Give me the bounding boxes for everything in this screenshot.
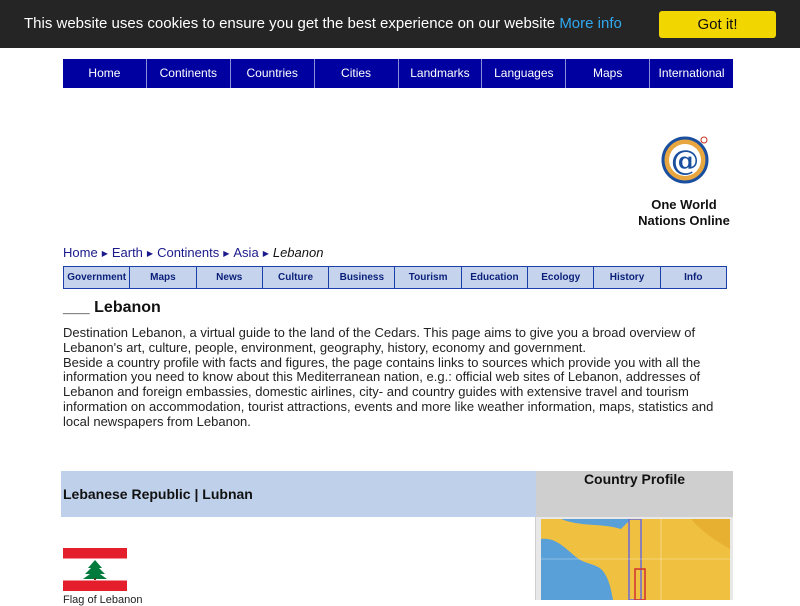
- intro-paragraph: Beside a country profile with facts and figures, the page contains links to sources which provide you with all the information you need to know about this Mediterranean nation, e.g.: official web sites of Lebanon, addresses of Lebanon and foreign embassies, domestic airlines, city- and country guides with extensive travel and tourism information on accommodation, tourist attractions, events and more like weather information, maps, statistics and local newspapers from Lebanon.: [63, 354, 714, 429]
- nav-item-home[interactable]: Home: [63, 59, 147, 88]
- nav-item-cities[interactable]: Cities: [315, 59, 399, 88]
- brand-line-2: Nations Online: [638, 213, 730, 228]
- topic-maps[interactable]: Maps: [130, 267, 196, 288]
- brand-line-1: One World: [651, 197, 717, 212]
- topic-ecology[interactable]: Ecology: [528, 267, 594, 288]
- breadcrumb-earth[interactable]: Earth: [111, 245, 143, 260]
- nav-item-landmarks[interactable]: Landmarks: [399, 59, 483, 88]
- nav-item-languages[interactable]: Languages: [482, 59, 566, 88]
- topic-culture[interactable]: Culture: [263, 267, 329, 288]
- topic-news[interactable]: News: [197, 267, 263, 288]
- nav-item-maps[interactable]: Maps: [566, 59, 650, 88]
- nav-item-continents[interactable]: Continents: [147, 59, 231, 88]
- breadcrumb-asia[interactable]: Asia: [233, 245, 259, 260]
- breadcrumb-arrow-icon: ▶: [223, 249, 230, 258]
- main-navigation: [63, 59, 733, 88]
- svg-text:@: @: [671, 144, 699, 177]
- breadcrumb: [63, 245, 323, 260]
- region-map-icon[interactable]: [541, 519, 730, 600]
- breadcrumb-arrow-icon: ▶: [146, 249, 154, 258]
- cookie-accept-button[interactable]: Got it!: [659, 11, 776, 38]
- country-official-name: Lebanese Republic | Lubnan: [63, 486, 253, 502]
- page-title: ___ Lebanon: [63, 299, 161, 316]
- topic-education[interactable]: Education: [462, 267, 528, 288]
- nav-item-international[interactable]: International: [658, 66, 725, 80]
- flag-cell: [61, 517, 536, 600]
- brand-name: [620, 197, 748, 229]
- topic-info[interactable]: Info: [684, 272, 703, 283]
- country-profile-header: [536, 471, 733, 517]
- cookie-banner: [0, 0, 800, 48]
- more-info-link[interactable]: More info: [559, 15, 622, 32]
- breadcrumb-home[interactable]: Home: [63, 245, 98, 260]
- site-logo-icon[interactable]: [659, 133, 711, 185]
- breadcrumb-current: Lebanon: [272, 245, 324, 260]
- topic-navigation: [63, 266, 727, 289]
- country-name-header: [61, 471, 536, 517]
- breadcrumb-arrow-icon: ▶: [101, 249, 108, 258]
- topic-tourism[interactable]: Tourism: [395, 267, 461, 288]
- country-profile-title: Country Profile: [583, 471, 686, 487]
- intro-paragraph: Destination Lebanon, a virtual guide to the land of the Cedars. This page aims to give you a broad overview of Lebanon's art, culture, people, environment, geography, history, economy and government.: [63, 325, 696, 355]
- topic-history[interactable]: History: [594, 267, 660, 288]
- cookie-message-text: This website uses cookies to ensure you get the best experience on our website: [24, 15, 556, 32]
- breadcrumb-arrow-icon: ▶: [262, 249, 269, 258]
- flag-caption: Flag of Lebanon: [63, 594, 143, 606]
- topic-government[interactable]: Government: [64, 267, 130, 288]
- topic-business[interactable]: Business: [329, 267, 395, 288]
- intro-text: [63, 326, 733, 430]
- cookie-message: [24, 15, 622, 32]
- nav-item-countries[interactable]: Countries: [231, 59, 315, 88]
- breadcrumb-continents[interactable]: Continents: [157, 245, 220, 260]
- lebanon-flag-icon: [63, 548, 127, 591]
